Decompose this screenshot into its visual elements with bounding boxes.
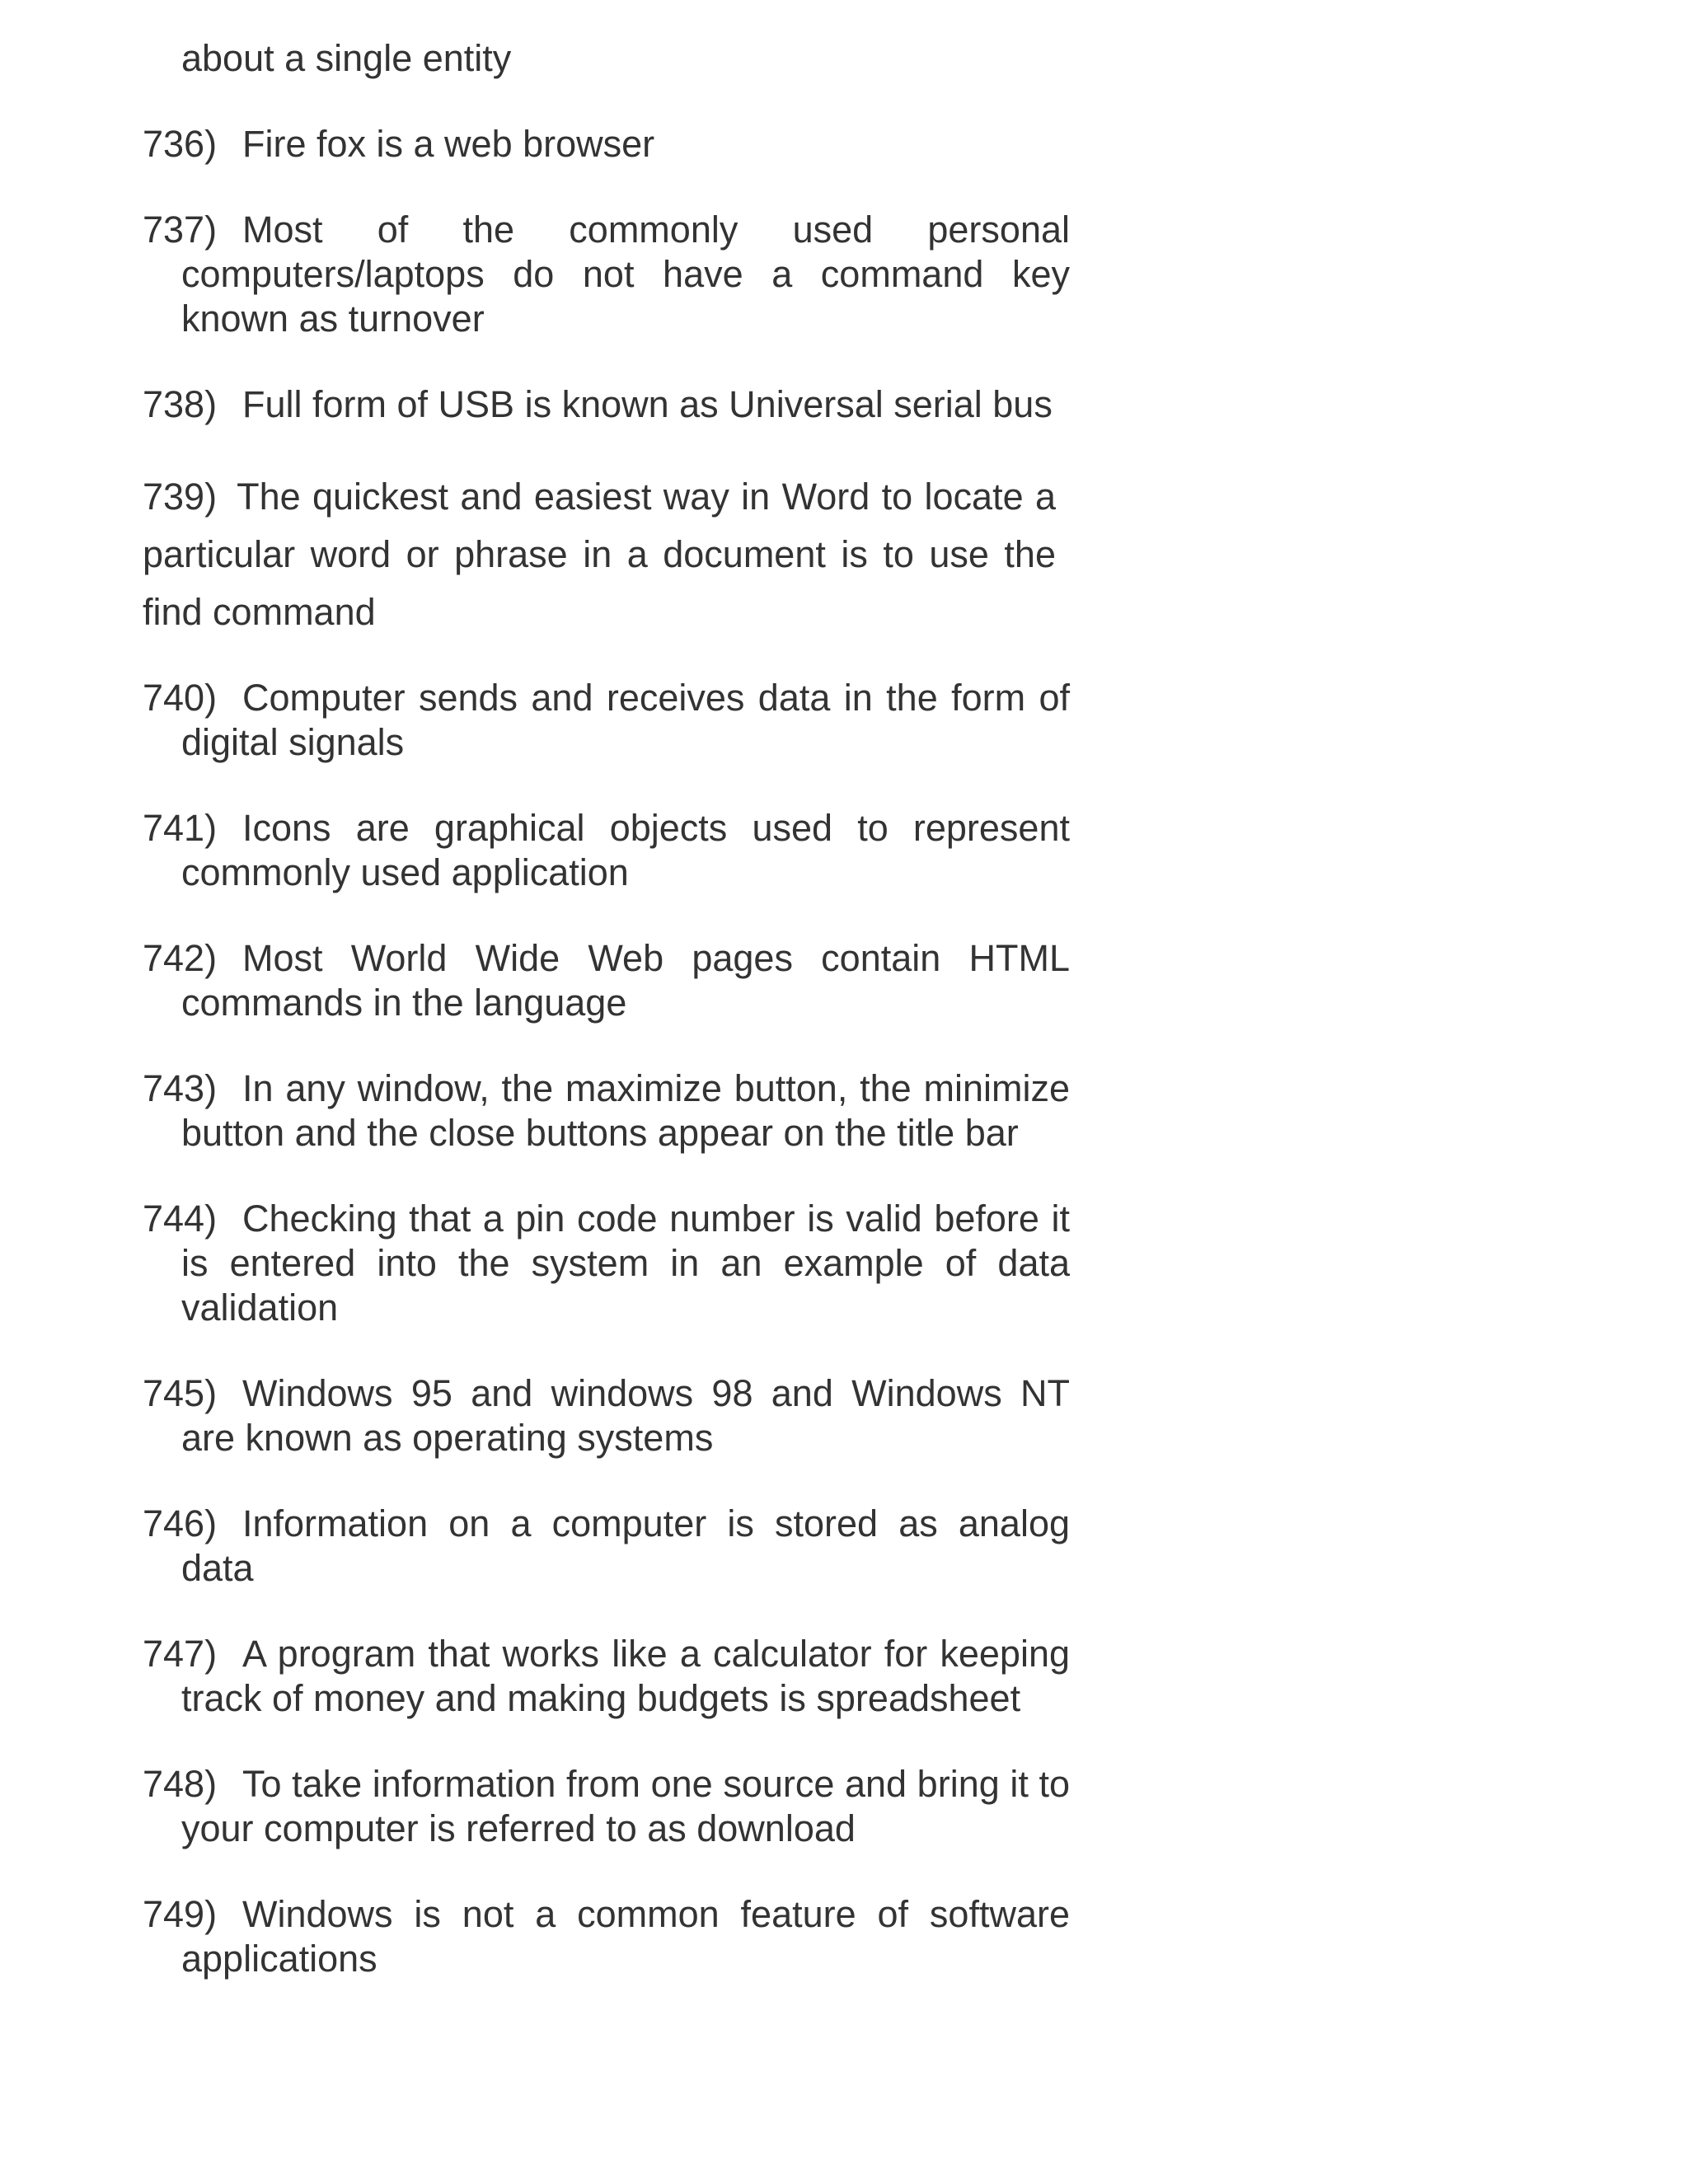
item-number: 749) bbox=[143, 1893, 218, 1935]
item-text: In any window, the maximize button, the minimize button and the close buttons appear on the title bar bbox=[181, 1067, 1070, 1154]
item-text: To take information from one source and bring it to your computer is referred to as download bbox=[181, 1763, 1070, 1849]
list-item-743 bbox=[143, 1066, 1070, 1155]
item-number: 743) bbox=[143, 1067, 218, 1109]
list-item-737 bbox=[143, 208, 1070, 341]
list-item-747 bbox=[143, 1632, 1070, 1721]
item-number: 747) bbox=[143, 1633, 218, 1675]
item-number: 740) bbox=[143, 677, 218, 719]
item-text: The quickest and easiest way in Word to locate a particular word or phrase in a document is to use the find command bbox=[143, 476, 1056, 633]
item-text: Information on a computer is stored as analog data bbox=[181, 1502, 1070, 1589]
list-item-745 bbox=[143, 1371, 1070, 1460]
list-item-739 bbox=[143, 468, 1056, 641]
list-item-741 bbox=[143, 806, 1070, 895]
list-item-738 bbox=[143, 382, 1070, 427]
item-number: 737) bbox=[143, 209, 218, 251]
item-number: 736) bbox=[143, 123, 218, 165]
list-item-740 bbox=[143, 676, 1070, 765]
item-number: 746) bbox=[143, 1502, 218, 1544]
list-item-744 bbox=[143, 1197, 1070, 1330]
item-text: Checking that a pin code number is valid before it is entered into the system in an example of data validation bbox=[181, 1197, 1070, 1329]
item-text: Full form of USB is known as Universal serial bus bbox=[242, 383, 1053, 425]
item-number: 748) bbox=[143, 1763, 218, 1805]
item-number: 744) bbox=[143, 1197, 218, 1240]
item-text: Windows is not a common feature of software applications bbox=[181, 1893, 1070, 1980]
item-text: Fire fox is a web browser bbox=[242, 123, 655, 165]
list-item-746 bbox=[143, 1502, 1070, 1591]
item-text: Most of the commonly used personal computers/laptops do not have a command key known as turnover bbox=[181, 209, 1070, 340]
list-item-736 bbox=[143, 122, 1070, 166]
item-number: 741) bbox=[143, 807, 218, 849]
item-number: 742) bbox=[143, 937, 218, 979]
list-item-742 bbox=[143, 936, 1070, 1025]
continued-text: about a single entity bbox=[181, 37, 512, 79]
item-number: 739) bbox=[143, 476, 218, 518]
item-number: 745) bbox=[143, 1372, 218, 1414]
list-item-749 bbox=[143, 1892, 1070, 1981]
item-text: A program that works like a calculator for keeping track of money and making budgets is spreadsheet bbox=[181, 1633, 1070, 1719]
item-text: Most World Wide Web pages contain HTML commands in the language bbox=[181, 937, 1070, 1024]
list-item-748 bbox=[143, 1762, 1070, 1851]
item-number: 738) bbox=[143, 383, 218, 425]
item-text: Windows 95 and windows 98 and Windows NT are known as operating systems bbox=[181, 1372, 1070, 1459]
item-text: Icons are graphical objects used to represent commonly used application bbox=[181, 807, 1070, 893]
text-column bbox=[143, 36, 1070, 2022]
item-text: Computer sends and receives data in the form of digital signals bbox=[181, 677, 1070, 763]
